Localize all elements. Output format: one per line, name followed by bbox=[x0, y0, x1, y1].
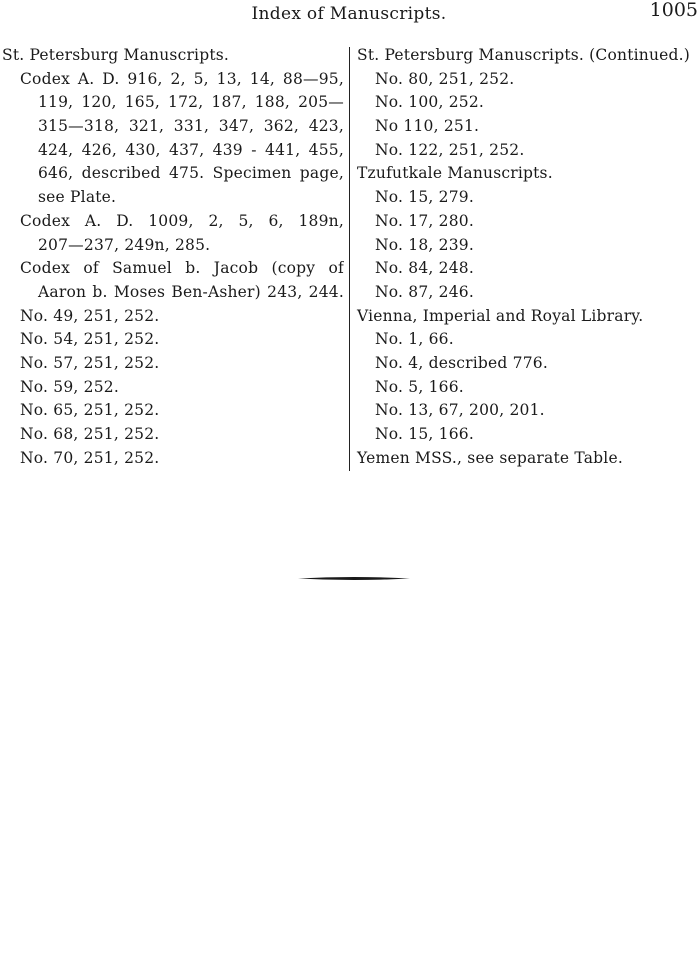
index-entry-line: 207—237, 249n, 285. bbox=[38, 235, 211, 254]
index-entry-line: Yemen MSS., see separate Table. bbox=[357, 448, 623, 467]
index-entry-line: No. 13, 67, 200, 201. bbox=[375, 401, 545, 420]
column-divider bbox=[349, 47, 350, 471]
index-entry-line: No. 59, 252. bbox=[20, 377, 119, 396]
index-entry-line: No. 49, 251, 252. bbox=[20, 306, 160, 325]
index-entry-line: No. 87, 246. bbox=[375, 282, 474, 301]
index-entry-line: No. 80, 251, 252. bbox=[375, 69, 515, 88]
index-entry-line: 646, described 475. Specimen page, bbox=[38, 164, 344, 183]
index-entry-line: No. 122, 251, 252. bbox=[375, 140, 525, 159]
right-index-column bbox=[357, 44, 698, 470]
index-entry-line: No. 15, 166. bbox=[375, 425, 474, 443]
index-entry-line: 119, 120, 165, 172, 187, 188, 205— bbox=[38, 93, 344, 112]
index-entry-line: No. 1, 66. bbox=[375, 330, 454, 349]
index-entry-line: No. 84, 248. bbox=[375, 259, 474, 278]
index-entry-line: No. 5, 166. bbox=[375, 377, 464, 396]
index-entry-line: 315—318, 321, 331, 347, 362, 423, bbox=[38, 117, 344, 136]
index-entry-line: No. 68, 251, 252. bbox=[20, 425, 160, 443]
index-entry-line: No. 57, 251, 252. bbox=[20, 353, 160, 372]
page-title: Index of Manuscripts. bbox=[251, 4, 447, 24]
index-entry-line: No. 4, described 776. bbox=[375, 353, 548, 372]
index-entry-line: No. 18, 239. bbox=[375, 235, 474, 254]
index-entry-line: Codex A. D. 1009, 2, 5, 6, 189n, bbox=[20, 211, 344, 230]
left-index-column bbox=[2, 44, 344, 470]
index-entry-line: Aaron b. Moses Ben-Asher) 243, 244. bbox=[38, 282, 344, 301]
index-entry-line: No. 65, 251, 252. bbox=[20, 401, 160, 420]
index-entry-line: 424, 426, 430, 437, 439 - 441, 455, bbox=[38, 140, 344, 159]
index-entry-line: Codex A. D. 916, 2, 5, 13, 14, 88—95, bbox=[20, 69, 344, 88]
index-entry-line: Vienna, Imperial and Royal Library. bbox=[357, 306, 644, 325]
index-entry-line: No 110, 251. bbox=[375, 117, 480, 136]
index-entry-line: No. 17, 280. bbox=[375, 211, 474, 230]
index-entry-line: St. Petersburg Manuscripts. bbox=[2, 46, 230, 64]
index-entry-line: see Plate. bbox=[38, 188, 117, 207]
index-entry-line: Codex of Samuel b. Jacob (copy of bbox=[20, 259, 344, 278]
index-entry-line: No. 100, 252. bbox=[375, 93, 485, 112]
index-entry-line: No. 54, 251, 252. bbox=[20, 330, 160, 349]
index-entry-line: No. 70, 251, 252. bbox=[20, 448, 160, 467]
end-ornament-rule bbox=[298, 575, 410, 582]
index-entry-line: Tzufutkale Manuscripts. bbox=[357, 164, 553, 183]
page-number: 1005 bbox=[649, 0, 698, 21]
index-entry-line: St. Petersburg Manuscripts. (Continued.) bbox=[357, 46, 691, 64]
index-entry-line: No. 15, 279. bbox=[375, 188, 474, 207]
